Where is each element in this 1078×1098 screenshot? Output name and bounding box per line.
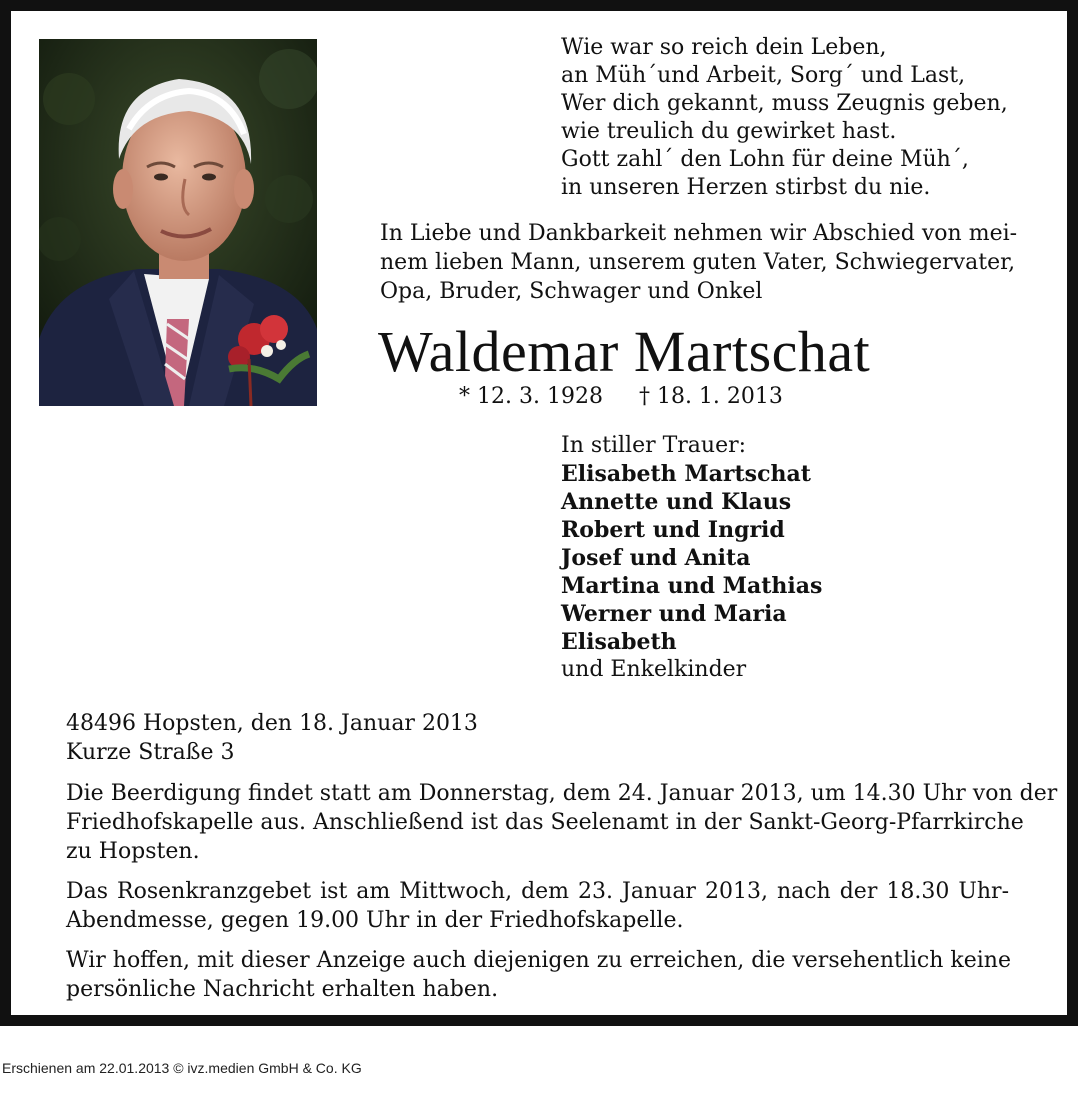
mourner-name: Werner und Maria <box>561 601 787 627</box>
mourner-name: Elisabeth <box>561 629 677 655</box>
mourner-name: Martina und Mathias <box>561 573 823 599</box>
death-date: † 18. 1. 2013 <box>638 384 783 409</box>
publication-footer: Erschienen am 22.01.2013 © ivz.medien GmbH & Co. KG <box>2 1060 362 1076</box>
notice-line: persönliche Nachricht erhalten haben. <box>66 977 499 1002</box>
poem-line: Wer dich gekannt, muss Zeugnis geben, <box>561 91 1008 116</box>
rosary-line: Abendmesse, gegen 19.00 Uhr in der Friedhofskapelle. <box>66 908 684 933</box>
funeral-line: Die Beerdigung findet statt am Donnerstag, dem 24. Januar 2013, um 14.30 Uhr von der <box>66 781 1058 806</box>
mourner-name: Annette und Klaus <box>561 489 792 515</box>
place-date: 48496 Hopsten, den 18. Januar 2013 <box>66 711 478 736</box>
portrait-photo <box>39 39 317 406</box>
birth-date: * 12. 3. 1928 <box>459 384 603 409</box>
notice-info <box>66 946 1009 1004</box>
poem-line: Gott zahl´ den Lohn für deine Müh´, <box>561 147 969 172</box>
funeral-line: zu Hopsten. <box>66 839 200 864</box>
poem-line: Wie war so reich dein Leben, <box>561 35 887 60</box>
deceased-name: Waldemar Martschat <box>378 319 871 384</box>
poem-line: in unseren Herzen stirbst du nie. <box>561 175 931 200</box>
memorial-poem <box>561 34 1031 202</box>
intro-line: In Liebe und Dankbarkeit nehmen wir Abschied von mei- <box>380 221 1018 246</box>
mourners-heading: In stiller Trauer: <box>561 433 747 458</box>
portrait-illustration <box>39 39 317 406</box>
address-block <box>66 709 478 767</box>
street-address: Kurze Straße 3 <box>66 740 235 765</box>
funeral-line: Friedhofskapelle aus. Anschließend ist das Seelenamt in der Sankt-Georg-Pfarrkirche <box>66 810 1024 835</box>
mourner-name: Josef und Anita <box>561 545 751 571</box>
farewell-intro <box>380 219 1018 306</box>
life-dates <box>459 383 783 411</box>
mourner-name: Elisabeth Martschat <box>561 461 811 487</box>
mourner-name: Robert und Ingrid <box>561 517 785 543</box>
mourners-list <box>561 432 822 684</box>
rosary-line: Das Rosenkranzgebet ist am Mittwoch, dem 23. Januar 2013, nach der 18.30 Uhr- <box>66 879 1009 904</box>
funeral-info <box>66 779 1058 866</box>
mourners-closing: und Enkelkinder <box>561 657 747 682</box>
intro-line: nem lieben Mann, unserem guten Vater, Schwiegervater, <box>380 250 1016 275</box>
notice-line: Wir hoffen, mit dieser Anzeige auch diejenigen zu erreichen, die versehentlich keine <box>66 948 1011 973</box>
poem-line: an Müh´und Arbeit, Sorg´ und Last, <box>561 63 966 88</box>
intro-line: Opa, Bruder, Schwager und Onkel <box>380 279 763 304</box>
poem-line: wie treulich du gewirket hast. <box>561 119 897 144</box>
rosary-info <box>66 877 1009 935</box>
